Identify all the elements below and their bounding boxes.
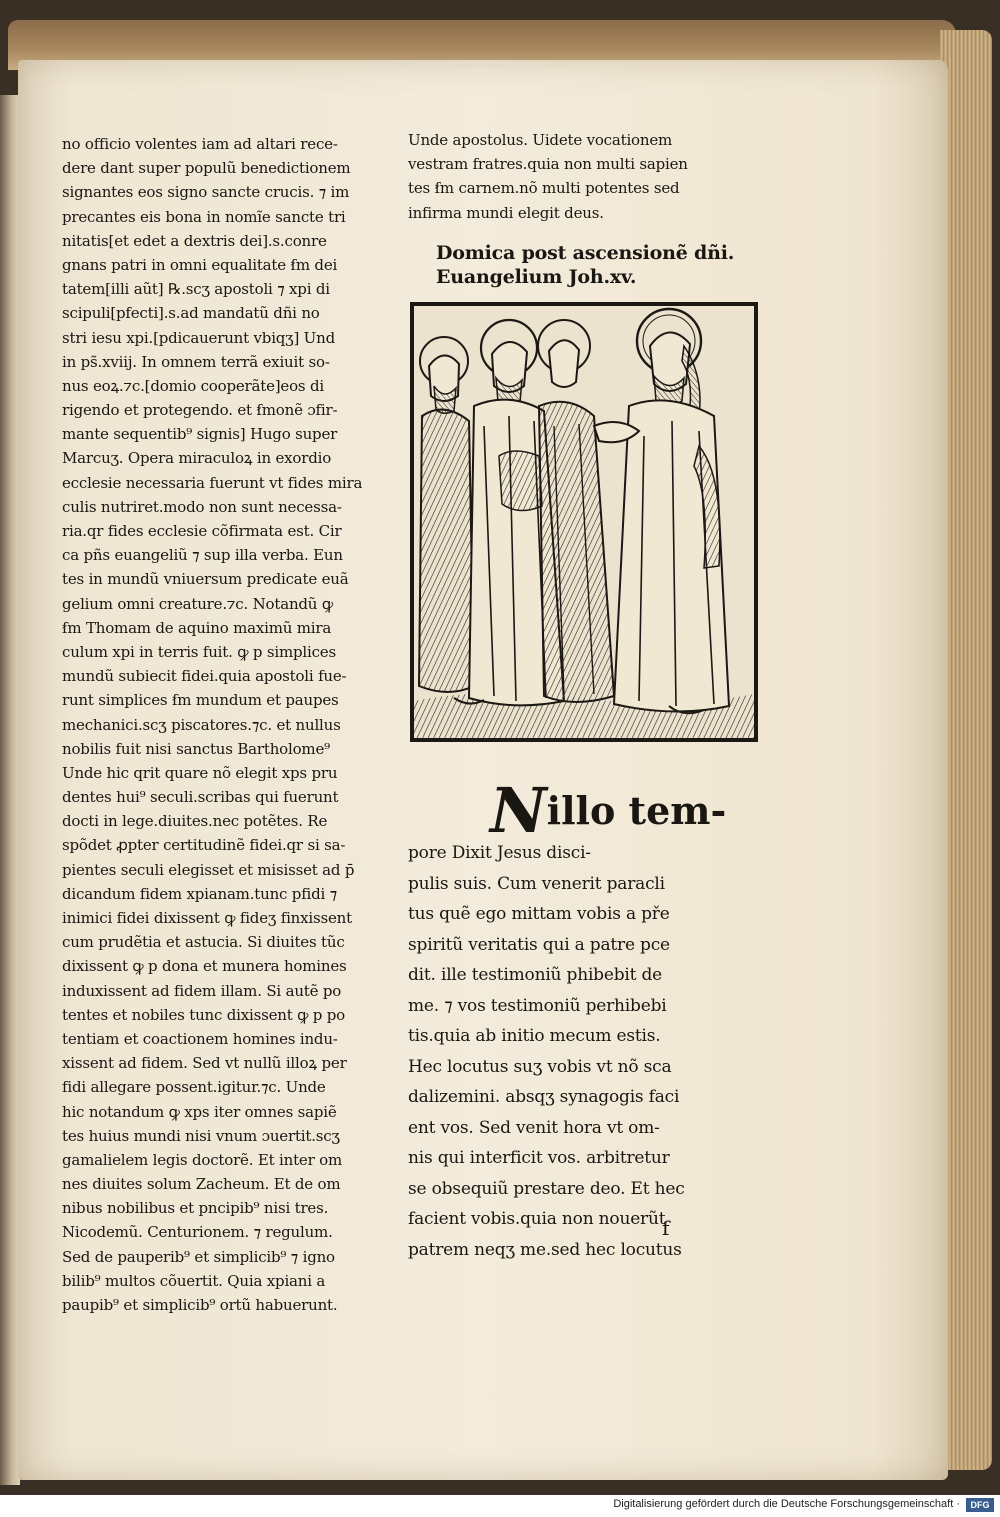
text-line: tus quẽ ego mittam vobis a pře bbox=[408, 904, 670, 924]
text-line: precantes eis bona in nomĩe sancte tri bbox=[62, 207, 346, 226]
drop-initial: N bbox=[490, 774, 547, 847]
text-line: mante sequentib⁹ signis] Hugo super bbox=[62, 425, 338, 444]
text-line: gnans patri in omni equalitate ẜm dei bbox=[62, 255, 338, 274]
text-line: gamalielem legis doctorẽ. Et inter om bbox=[62, 1150, 342, 1169]
text-line: nobilis fuit nisi sanctus Bartholome⁹ bbox=[62, 739, 330, 758]
text-line: bilib⁹ multos cõuertit. Quia xpiani a bbox=[62, 1271, 326, 1290]
text-line: ria.qr fides ecclesie cõfirmata est. Cir bbox=[62, 522, 342, 540]
text-line: culum xpi in terris fuit. ꝙ p simplices bbox=[62, 642, 336, 661]
text-line: dalizemini. absqʒ synagogis faci bbox=[408, 1087, 680, 1107]
text-line: tentiam et coactionem homines indu- bbox=[62, 1029, 338, 1048]
initial-line-text: illo tem- bbox=[546, 788, 727, 833]
gospel-heading bbox=[436, 240, 776, 288]
text-line: nibus nobilibus et pncipib⁹ nisi tres. bbox=[62, 1199, 329, 1218]
text-line: Unde hic qrit quare nõ elegit xps pru bbox=[62, 763, 338, 782]
text-line: ẜm Thomam de aquino maximũ mira bbox=[62, 618, 332, 637]
text-line: cum prudẽtia et astucia. Si diuites tũc bbox=[62, 933, 345, 952]
text-line: fidi allegare possent.igitur.⁊c. Unde bbox=[62, 1078, 326, 1097]
text-line: dicandum fidem xpianam.tunc pfidi ⁊ bbox=[62, 884, 337, 903]
right-text-column-body bbox=[408, 838, 758, 1265]
right-text-column-top bbox=[408, 128, 753, 225]
text-line: culis nutriret.modo non sunt necessa- bbox=[62, 497, 342, 516]
text-line: nitatis[et edet a dextris dei].s.conre bbox=[62, 231, 327, 250]
text-line: infirma mundi elegit deus. bbox=[408, 203, 604, 222]
text-line: ecclesie necessaria fuerunt vt fides mira bbox=[62, 473, 363, 492]
text-line: vestram fratres.quia non multi sapien bbox=[408, 155, 688, 174]
text-line: tes in mundũ vniuersum predicate euã bbox=[62, 570, 349, 589]
text-line: pulis suis. Cum venerit paracli bbox=[408, 873, 665, 894]
text-line: dentes hui⁹ seculi.scribas qui fuerunt bbox=[62, 788, 339, 807]
text-line: pientes seculi elegisset et misisset ad p̄ bbox=[62, 860, 355, 879]
funding-credit: Digitalisierung gefördert durch die Deutsche Forschungsgemeinschaft · bbox=[613, 1498, 960, 1510]
text-line: se obsequiũ prestare deo. Et hec bbox=[408, 1178, 685, 1199]
text-line: facient vobis.quia non nouerũt bbox=[408, 1209, 666, 1229]
text-line: nis qui interficit vos. arbitretur bbox=[408, 1148, 670, 1168]
decorated-initial-line bbox=[490, 774, 727, 847]
text-line: dere dant super populũ benedictionem bbox=[62, 159, 351, 178]
text-line: nus eoꝝ.⁊c.[domio cooperãte]eos di bbox=[62, 376, 324, 395]
text-line: me. ⁊ vos testimoniũ perhibebi bbox=[408, 995, 667, 1016]
left-text-column bbox=[62, 132, 407, 1317]
text-line: spõdet ꝓpter certitudinẽ fidei.qr si sa- bbox=[62, 836, 346, 855]
text-line: Unde apostolus. Uidete vocationem bbox=[408, 131, 673, 149]
text-line: pore Dixit Jesus disci- bbox=[408, 843, 591, 863]
text-line: signantes eos signo sancte crucis. ⁊ im bbox=[62, 183, 350, 202]
text-line: docti in lege.diuites.nec potẽtes. Re bbox=[62, 812, 328, 831]
text-line: rigendo et protegendo. et ẜmonẽ ɔfir- bbox=[62, 401, 338, 420]
text-line: nes diuites solum Zacheum. Et de om bbox=[62, 1175, 341, 1194]
signature-mark: f bbox=[662, 1216, 670, 1240]
text-line: stri iesu xpi.[pdicauerunt vbiqʒ] Und bbox=[62, 328, 335, 347]
text-line: ent vos. Sed venit hora vt om- bbox=[408, 1117, 660, 1138]
christ-with-apostles-woodcut bbox=[410, 302, 758, 742]
text-line: induxissent ad fidem illam. Si autẽ po bbox=[62, 981, 342, 1000]
text-line: hic notandum ꝙ xps iter omnes sapiẽ bbox=[62, 1102, 337, 1121]
text-line: no officio volentes iam ad altari rece- bbox=[62, 135, 338, 153]
text-line: tis.quia ab initio mecum estis. bbox=[408, 1026, 661, 1046]
text-line: runt simplices ẜm mundum et paupes bbox=[62, 691, 339, 710]
text-line: spiritũ veritatis qui a patre pce bbox=[408, 934, 670, 955]
text-line: inimici fidei dixissent ꝙ fideʒ finxissent bbox=[62, 909, 352, 927]
text-line: tes huius mundi nisi vnum ɔuertit.scʒ bbox=[62, 1126, 340, 1145]
text-line: tentes et nobiles tunc dixissent ꝙ p po bbox=[62, 1005, 345, 1024]
facing-page-edge bbox=[0, 95, 20, 1485]
text-line: scipuli[pfecti].s.ad mandatũ dñi no bbox=[62, 304, 320, 323]
text-line: in ps̃.xviij. In omnem terrã exiuit so- bbox=[62, 352, 330, 371]
footer-bar bbox=[0, 1495, 1000, 1517]
heading-line: Domica post ascensionẽ dñi. bbox=[436, 242, 735, 264]
text-line: dit. ille testimoniũ phibebit de bbox=[408, 965, 663, 985]
text-line: patrem neqʒ me.sed hec locutus bbox=[408, 1239, 682, 1260]
text-line: dixissent ꝙ p dona et munera homines bbox=[62, 957, 347, 976]
text-line: Hec locutus suʒ vobis vt nõ sca bbox=[408, 1056, 672, 1077]
text-line: paupib⁹ et simplicib⁹ ortũ habuerunt. bbox=[62, 1296, 338, 1314]
text-line: mundũ subiecit fidei.quia apostoli fue- bbox=[62, 667, 347, 686]
text-line: tes ẜm carnem.nõ multi potentes sed bbox=[408, 179, 680, 198]
woodcut-illustration bbox=[414, 306, 754, 738]
text-line: gelium omni creature.⁊c. Notandũ ꝙ bbox=[62, 594, 333, 613]
text-line: tatem[illi aũt] ℞.scʒ apostoli ⁊ xpi di bbox=[62, 280, 330, 299]
text-line: mechanici.scʒ piscatores.⁊c. et nullus bbox=[62, 715, 341, 734]
text-line: ca pñs euangeliũ ⁊ sup illa verba. Eun bbox=[62, 546, 343, 565]
dfg-logo: DFG bbox=[966, 1498, 994, 1512]
text-line: Marcuʒ. Opera miraculoꝝ in exordio bbox=[62, 449, 332, 468]
text-line: xissent ad fidem. Sed vt nullũ illoꝝ per bbox=[62, 1054, 347, 1073]
heading-line: Euangelium Joh.xv. bbox=[436, 266, 637, 289]
text-line: Sed de pauperib⁹ et simplicib⁹ ⁊ igno bbox=[62, 1247, 335, 1266]
text-line: Nicodemũ. Centurionem. ⁊ regulum. bbox=[62, 1223, 333, 1242]
